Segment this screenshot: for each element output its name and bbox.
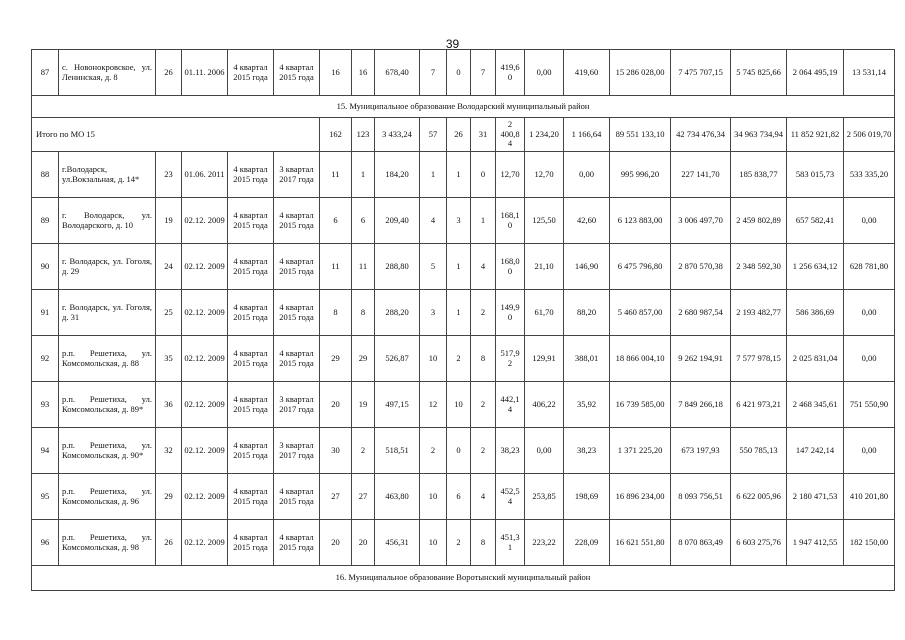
value-cell: 4 квартал 2015 года [274, 474, 320, 520]
value-cell: 0 [471, 152, 496, 198]
value-cell: 288,20 [375, 290, 420, 336]
value-cell: 419,6 0 [496, 50, 525, 96]
value-cell: 30 [320, 428, 352, 474]
value-cell: 02.12. 2009 [182, 428, 228, 474]
value-cell: 6 [320, 198, 352, 244]
value-cell: 3 [420, 290, 447, 336]
value-cell: 2 [447, 520, 471, 566]
value-cell: 185 838,77 [731, 152, 787, 198]
value-cell: 2 [352, 428, 375, 474]
value-cell: 1 [447, 152, 471, 198]
value-cell: 4 квартал 2015 года [228, 290, 274, 336]
row-number-cell: 91 [32, 290, 59, 336]
value-cell: 16 [352, 50, 375, 96]
value-cell: 8 [471, 520, 496, 566]
value-cell: 2 025 831,04 [787, 336, 844, 382]
value-cell: 26 [156, 520, 182, 566]
value-cell: 29 [156, 474, 182, 520]
value-cell: 4 [420, 198, 447, 244]
value-cell: 657 582,41 [787, 198, 844, 244]
value-cell: 0 [447, 50, 471, 96]
value-cell: 11 [352, 244, 375, 290]
value-cell: 182 150,00 [844, 520, 895, 566]
value-cell: 168,1 0 [496, 198, 525, 244]
value-cell: 0,00 [564, 152, 610, 198]
value-cell: 751 550,90 [844, 382, 895, 428]
value-cell: 452,5 4 [496, 474, 525, 520]
value-cell: 550 785,13 [731, 428, 787, 474]
total-value-cell: 2 506 019,70 [844, 118, 895, 152]
row-number-cell: 92 [32, 336, 59, 382]
value-cell: 4 квартал 2015 года [228, 474, 274, 520]
address-cell: р.п. Решетиха, ул. Комсомольская, д. 90* [59, 428, 156, 474]
value-cell: 02.12. 2009 [182, 244, 228, 290]
section-title-cell: 16. Муниципальное образование Воротынский муниципальный район [32, 566, 895, 591]
value-cell: 4 квартал 2015 года [228, 50, 274, 96]
value-cell: 209,40 [375, 198, 420, 244]
value-cell: 4 квартал 2015 года [274, 336, 320, 382]
value-cell: 518,51 [375, 428, 420, 474]
value-cell: 02.12. 2009 [182, 198, 228, 244]
value-cell: 32 [156, 428, 182, 474]
total-value-cell: 123 [352, 118, 375, 152]
row-number-cell: 88 [32, 152, 59, 198]
value-cell: 10 [447, 382, 471, 428]
value-cell: 1 [471, 198, 496, 244]
value-cell: 2 348 592,30 [731, 244, 787, 290]
value-cell: 29 [320, 336, 352, 382]
value-cell: 18 866 004,10 [610, 336, 671, 382]
value-cell: 5 460 857,00 [610, 290, 671, 336]
value-cell: 16 896 234,00 [610, 474, 671, 520]
value-cell: 6 475 796,80 [610, 244, 671, 290]
row-number-cell: 96 [32, 520, 59, 566]
table-row [32, 244, 895, 290]
value-cell: 42,60 [564, 198, 610, 244]
value-cell: 8 [471, 336, 496, 382]
row-number-cell: 89 [32, 198, 59, 244]
value-cell: 8 093 756,51 [671, 474, 731, 520]
value-cell: 19 [156, 198, 182, 244]
value-cell: 15 286 028,00 [610, 50, 671, 96]
value-cell: 4 квартал 2015 года [228, 428, 274, 474]
value-cell: 4 квартал 2015 года [228, 382, 274, 428]
value-cell: 23 [156, 152, 182, 198]
value-cell: 4 [471, 244, 496, 290]
total-row [32, 118, 895, 152]
table-row [32, 520, 895, 566]
value-cell: 4 [471, 474, 496, 520]
value-cell: 995 996,20 [610, 152, 671, 198]
value-cell: 463,80 [375, 474, 420, 520]
value-cell: 388,01 [564, 336, 610, 382]
value-cell: 8 [320, 290, 352, 336]
total-value-cell: 11 852 921,82 [787, 118, 844, 152]
value-cell: 26 [156, 50, 182, 96]
value-cell: 451,3 1 [496, 520, 525, 566]
value-cell: 21,10 [525, 244, 564, 290]
value-cell: 0,00 [525, 50, 564, 96]
value-cell: 1 [447, 244, 471, 290]
value-cell: 227 141,70 [671, 152, 731, 198]
value-cell: 223,22 [525, 520, 564, 566]
value-cell: 497,15 [375, 382, 420, 428]
value-cell: 442,1 4 [496, 382, 525, 428]
section-title-cell: 15. Муниципальное образование Володарский муниципальный район [32, 96, 895, 118]
value-cell: 4 квартал 2015 года [274, 290, 320, 336]
section-header-row [32, 96, 895, 118]
value-cell: 406,22 [525, 382, 564, 428]
value-cell: 1 256 634,12 [787, 244, 844, 290]
value-cell: 3 006 497,70 [671, 198, 731, 244]
value-cell: 1 [352, 152, 375, 198]
address-cell: р.п. Решетиха, ул. Комсомольская, д. 88 [59, 336, 156, 382]
value-cell: 10 [420, 474, 447, 520]
value-cell: 20 [352, 520, 375, 566]
value-cell: 01.06. 2011 [182, 152, 228, 198]
value-cell: 12,70 [525, 152, 564, 198]
total-value-cell: 34 963 734,94 [731, 118, 787, 152]
total-value-cell: 26 [447, 118, 471, 152]
total-label-cell: Итого по МО 15 [32, 118, 320, 152]
value-cell: 4 квартал 2015 года [228, 152, 274, 198]
value-cell: 02.12. 2009 [182, 336, 228, 382]
value-cell: 10 [420, 336, 447, 382]
value-cell: 2 [471, 428, 496, 474]
value-cell: 11 [320, 244, 352, 290]
value-cell: 3 квартал 2017 года [274, 428, 320, 474]
value-cell: 149,9 0 [496, 290, 525, 336]
value-cell: 88,20 [564, 290, 610, 336]
row-number-cell: 94 [32, 428, 59, 474]
address-cell: г. Володарск, ул. Гоголя, д. 29 [59, 244, 156, 290]
table-row [32, 152, 895, 198]
value-cell: 36 [156, 382, 182, 428]
total-value-cell: 89 551 133,10 [610, 118, 671, 152]
value-cell: 4 квартал 2015 года [228, 244, 274, 290]
value-cell: 12 [420, 382, 447, 428]
total-value-cell: 1 234,20 [525, 118, 564, 152]
row-number-cell: 87 [32, 50, 59, 96]
housing-program-table [31, 49, 895, 591]
value-cell: 4 квартал 2015 года [228, 520, 274, 566]
value-cell: 410 201,80 [844, 474, 895, 520]
total-value-cell: 42 734 476,34 [671, 118, 731, 152]
value-cell: 253,85 [525, 474, 564, 520]
value-cell: 6 [352, 198, 375, 244]
table-row [32, 336, 895, 382]
value-cell: 2 193 482,77 [731, 290, 787, 336]
total-value-cell: 1 166,64 [564, 118, 610, 152]
value-cell: 16 621 551,80 [610, 520, 671, 566]
value-cell: 20 [320, 520, 352, 566]
value-cell: 0,00 [525, 428, 564, 474]
value-cell: 38,23 [564, 428, 610, 474]
value-cell: 2 680 987,54 [671, 290, 731, 336]
value-cell: 02.12. 2009 [182, 474, 228, 520]
value-cell: 129,91 [525, 336, 564, 382]
value-cell: 8 070 863,49 [671, 520, 731, 566]
value-cell: 20 [320, 382, 352, 428]
value-cell: 35 [156, 336, 182, 382]
value-cell: 8 [352, 290, 375, 336]
value-cell: 517,9 2 [496, 336, 525, 382]
total-value-cell: 2 400,8 4 [496, 118, 525, 152]
value-cell: 1 371 225,20 [610, 428, 671, 474]
value-cell: 168,0 0 [496, 244, 525, 290]
value-cell: 13 531,14 [844, 50, 895, 96]
table-row [32, 198, 895, 244]
value-cell: 583 015,73 [787, 152, 844, 198]
section-header-row [32, 566, 895, 591]
value-cell: 3 квартал 2017 года [274, 382, 320, 428]
value-cell: 0,00 [844, 428, 895, 474]
value-cell: 146,90 [564, 244, 610, 290]
total-value-cell: 57 [420, 118, 447, 152]
value-cell: 1 947 412,55 [787, 520, 844, 566]
value-cell: 4 квартал 2015 года [274, 520, 320, 566]
value-cell: 288,80 [375, 244, 420, 290]
address-cell: с. Новонокровское, ул. Ленинская, д. 8 [59, 50, 156, 96]
row-number-cell: 95 [32, 474, 59, 520]
value-cell: 25 [156, 290, 182, 336]
value-cell: 38,23 [496, 428, 525, 474]
value-cell: 0,00 [844, 336, 895, 382]
value-cell: 10 [420, 520, 447, 566]
value-cell: 533 335,20 [844, 152, 895, 198]
value-cell: 9 262 194,91 [671, 336, 731, 382]
value-cell: 628 781,80 [844, 244, 895, 290]
value-cell: 147 242,14 [787, 428, 844, 474]
page-number: 39 [445, 37, 460, 51]
value-cell: 7 849 266,18 [671, 382, 731, 428]
value-cell: 7 475 707,15 [671, 50, 731, 96]
value-cell: 29 [352, 336, 375, 382]
value-cell: 3 [447, 198, 471, 244]
value-cell: 6 622 005,96 [731, 474, 787, 520]
value-cell: 02.12. 2009 [182, 520, 228, 566]
value-cell: 4 квартал 2015 года [228, 336, 274, 382]
table-row [32, 50, 895, 96]
value-cell: 02.12. 2009 [182, 382, 228, 428]
table-row [32, 474, 895, 520]
value-cell: 6 123 883,00 [610, 198, 671, 244]
value-cell: 19 [352, 382, 375, 428]
value-cell: 2 [471, 382, 496, 428]
value-cell: 2 [447, 336, 471, 382]
table-row [32, 382, 895, 428]
value-cell: 16 739 585,00 [610, 382, 671, 428]
value-cell: 673 197,93 [671, 428, 731, 474]
value-cell: 419,60 [564, 50, 610, 96]
value-cell: 2 180 471,53 [787, 474, 844, 520]
value-cell: 35,92 [564, 382, 610, 428]
address-cell: г. Володарск, ул. Володарского, д. 10 [59, 198, 156, 244]
value-cell: 4 квартал 2015 года [228, 198, 274, 244]
value-cell: 27 [320, 474, 352, 520]
value-cell: 526,87 [375, 336, 420, 382]
value-cell: 7 [471, 50, 496, 96]
value-cell: 6 [447, 474, 471, 520]
value-cell: 678,40 [375, 50, 420, 96]
value-cell: 228,09 [564, 520, 610, 566]
total-value-cell: 162 [320, 118, 352, 152]
value-cell: 2 [471, 290, 496, 336]
value-cell: 27 [352, 474, 375, 520]
value-cell: 3 квартал 2017 года [274, 152, 320, 198]
total-value-cell: 31 [471, 118, 496, 152]
value-cell: 5 745 825,66 [731, 50, 787, 96]
row-number-cell: 90 [32, 244, 59, 290]
value-cell: 1 [447, 290, 471, 336]
address-cell: р.п. Решетиха, ул. Комсомольская, д. 98 [59, 520, 156, 566]
value-cell: 2 064 495,19 [787, 50, 844, 96]
address-cell: г. Володарск, ул. Гоголя, д. 31 [59, 290, 156, 336]
value-cell: 0,00 [844, 290, 895, 336]
value-cell: 0,00 [844, 198, 895, 244]
value-cell: 586 386,69 [787, 290, 844, 336]
table-row [32, 290, 895, 336]
value-cell: 7 [420, 50, 447, 96]
value-cell: 61,70 [525, 290, 564, 336]
value-cell: 198,69 [564, 474, 610, 520]
value-cell: 125,50 [525, 198, 564, 244]
value-cell: 6 421 973,21 [731, 382, 787, 428]
total-value-cell: 3 433,24 [375, 118, 420, 152]
row-number-cell: 93 [32, 382, 59, 428]
value-cell: 7 577 978,15 [731, 336, 787, 382]
value-cell: 0 [447, 428, 471, 474]
address-cell: г.Володарск, ул.Вокзальная, д. 14* [59, 152, 156, 198]
value-cell: 1 [420, 152, 447, 198]
value-cell: 2 468 345,61 [787, 382, 844, 428]
address-cell: р.п. Решетиха, ул. Комсомольская, д. 96 [59, 474, 156, 520]
value-cell: 184,20 [375, 152, 420, 198]
value-cell: 24 [156, 244, 182, 290]
value-cell: 2 459 802,89 [731, 198, 787, 244]
value-cell: 02.12. 2009 [182, 290, 228, 336]
value-cell: 01.11. 2006 [182, 50, 228, 96]
value-cell: 456,31 [375, 520, 420, 566]
value-cell: 5 [420, 244, 447, 290]
value-cell: 16 [320, 50, 352, 96]
value-cell: 4 квартал 2015 года [274, 244, 320, 290]
value-cell: 11 [320, 152, 352, 198]
value-cell: 12,70 [496, 152, 525, 198]
value-cell: 4 квартал 2015 года [274, 50, 320, 96]
table-row [32, 428, 895, 474]
value-cell: 2 [420, 428, 447, 474]
address-cell: р.п. Решетиха, ул. Комсомольская, д. 89* [59, 382, 156, 428]
value-cell: 6 603 275,76 [731, 520, 787, 566]
value-cell: 4 квартал 2015 года [274, 198, 320, 244]
value-cell: 2 870 570,38 [671, 244, 731, 290]
